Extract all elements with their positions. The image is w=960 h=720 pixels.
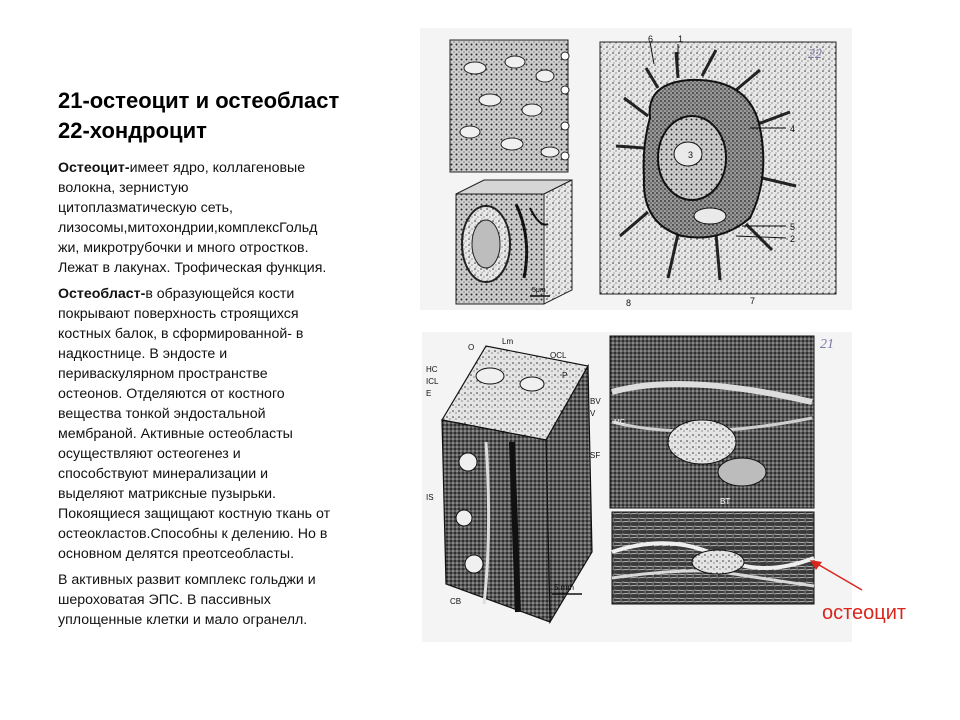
osteocyte-line: имеет ядро, коллагеновые bbox=[129, 160, 306, 176]
osteocyte-line: лизосомы,митохондрии,комплексГольд bbox=[58, 220, 318, 236]
active-paragraph bbox=[58, 570, 364, 630]
figure-label: 1 bbox=[678, 34, 684, 44]
osteocyte-line: цитоплазматическую сеть, bbox=[58, 200, 233, 216]
figure-label: ICL bbox=[426, 377, 439, 386]
figure-label: P bbox=[562, 371, 568, 380]
osteocyte-caption: остеоцит bbox=[822, 602, 907, 624]
osteocyte-line: Лежат в лакунах. Трофическая функция. bbox=[58, 260, 327, 276]
figure-label: SF bbox=[590, 451, 601, 460]
osteoblast-line: в образующейся кости bbox=[145, 286, 295, 302]
figure-label: BV bbox=[590, 397, 601, 406]
osteoblast-line: основном делятся преотсеобласты. bbox=[58, 546, 295, 562]
chondrocyte-figure bbox=[420, 28, 852, 310]
figure-label: V bbox=[590, 409, 596, 418]
figure-label: 5 bbox=[790, 222, 796, 232]
top-left-block-diagram bbox=[456, 180, 572, 304]
osteoblast-line: вещества тонкой эндостальной bbox=[58, 406, 266, 422]
title-line-1: 21-остеоцит и остеобласт bbox=[58, 88, 340, 113]
figure-label: BT bbox=[720, 497, 731, 506]
figure-label: 7 bbox=[750, 296, 756, 306]
osteocyte-term: Остеоцит- bbox=[58, 160, 130, 176]
active-line: В активных развит комплекс гольджи и bbox=[58, 572, 316, 588]
handwritten-number: 22 bbox=[808, 47, 822, 62]
handwritten-number: 21 bbox=[820, 337, 834, 352]
osteoblast-line: периваскулярном пространстве bbox=[58, 366, 268, 382]
figure-label: IS bbox=[426, 493, 434, 502]
osteoblast-term: Остеобласт- bbox=[58, 286, 146, 302]
figure-label: 3 bbox=[688, 150, 694, 160]
osteoblast-line: мембраной. Активные остеобласты bbox=[58, 426, 293, 442]
osteoblast-paragraph bbox=[58, 284, 364, 564]
scale-label: 5 mm bbox=[554, 583, 574, 592]
body-text bbox=[58, 158, 364, 636]
figure-label: HC bbox=[426, 365, 438, 374]
chondrocyte-drawing bbox=[600, 34, 836, 308]
figure-label: 4 bbox=[790, 124, 796, 134]
figure-label: CB bbox=[450, 597, 462, 606]
title-line-2: 22-хондроцит bbox=[58, 118, 207, 143]
osteocyte-line: волокна, зернистую bbox=[58, 180, 189, 196]
figure-label: OCL bbox=[550, 351, 567, 360]
osteocyte-figure bbox=[422, 332, 852, 642]
osteoblast-line: остеокластов.Способны к делению. Но в bbox=[58, 526, 328, 542]
osteocyte-micrograph bbox=[612, 512, 814, 604]
figure-label: 6 bbox=[648, 34, 654, 44]
active-line: шероховатая ЭПС. В пассивных bbox=[58, 592, 271, 608]
osteoblast-line: осуществляют остеогенез и bbox=[58, 446, 241, 462]
figure-label: 2 bbox=[790, 234, 796, 244]
osteoblast-line: остеонов. Отделяются от костного bbox=[58, 386, 285, 402]
osteocyte-line: жи, микротрубочки и много отростков. bbox=[58, 240, 309, 256]
osteoblast-line: костных балок, в сформированной- в bbox=[58, 326, 304, 342]
osteoblast-line: Покоящиеся защищают костную ткань от bbox=[58, 506, 331, 522]
osteocyte-paragraph bbox=[58, 158, 364, 278]
active-line: уплощенные клетки и мало огранелл. bbox=[58, 612, 308, 628]
figure-label: O bbox=[468, 343, 475, 352]
osteoblast-line: выделяют матриксные пузырьки. bbox=[58, 486, 276, 502]
slide-title bbox=[58, 86, 388, 146]
figure-label: E bbox=[426, 389, 432, 398]
figure-label: Lm bbox=[502, 337, 514, 346]
figure-label: MC bbox=[614, 419, 625, 426]
osteoblast-line: покрывают поверхность строящихся bbox=[58, 306, 299, 322]
osteoblast-line: способствуют минерализации и bbox=[58, 466, 269, 482]
pointer-arrow bbox=[800, 554, 870, 598]
figure-label: 8 bbox=[626, 298, 632, 308]
top-left-micrograph bbox=[450, 40, 569, 172]
scale-label: 5μm bbox=[532, 287, 546, 294]
osteoblast-line: надкостнице. В эндосте и bbox=[58, 346, 228, 362]
osteoblast-micrograph bbox=[610, 336, 834, 508]
